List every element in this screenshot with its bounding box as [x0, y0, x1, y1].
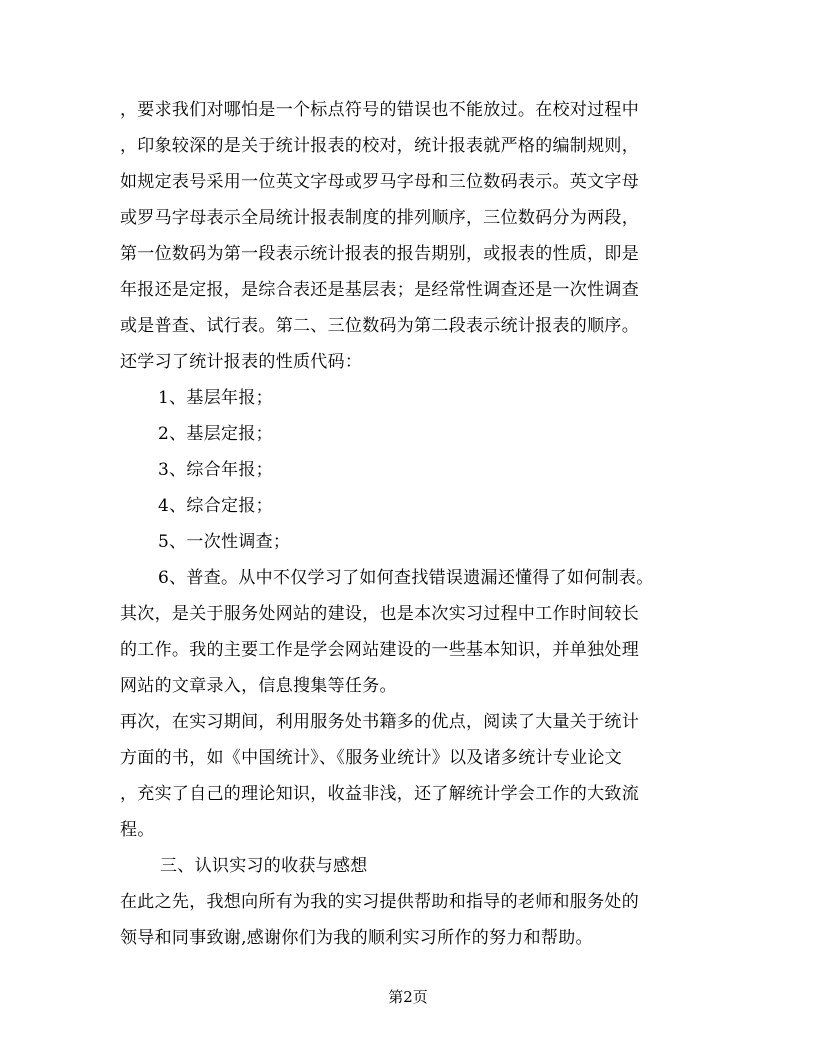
paragraph-line: 或罗马字母表示全局统计报表制度的排列顺序，三位数码分为两段， — [120, 208, 639, 228]
list-item: 5、一次性调查； — [158, 532, 291, 552]
paragraph-line: 的工作。我的主要工作是学会网站建设的一些基本知识，并单独处理 — [120, 640, 639, 660]
paragraph-line: 年报还是定报，是综合表还是基层表；是经常性调查还是一次性调查 — [120, 280, 639, 300]
page-number: 第2页 — [388, 988, 428, 1006]
paragraph-line: ，要求我们对哪怕是一个标点符号的错误也不能放过。在校对过程中 — [120, 100, 639, 120]
list-item: 6、普查。从中不仅学习了如何查找错误遗漏还懂得了如何制表。 — [158, 568, 654, 588]
section-heading: 三、认识实习的收获与感想 — [160, 856, 368, 876]
paragraph-line: 还学习了统计报表的性质代码： — [120, 352, 363, 372]
list-item: 4、综合定报； — [158, 496, 273, 516]
paragraph-line: 在此之先，我想向所有为我的实习提供帮助和指导的老师和服务处的 — [120, 892, 639, 912]
paragraph-line: 网站的文章录入，信息搜集等任务。 — [120, 676, 397, 696]
paragraph-line: 方面的书，如《中国统计》、《服务业统计》以及诸多统计专业论文 — [120, 748, 622, 768]
document-body — [120, 92, 696, 956]
paragraph-line: ，印象较深的是关于统计报表的校对，统计报表就严格的编制规则， — [120, 136, 639, 156]
paragraph-line: ，充实了自己的理论知识，收益非浅，还了解统计学会工作的大致流 — [120, 784, 639, 804]
paragraph-line: 其次，是关于服务处网站的建设，也是本次实习过程中工作时间较长 — [120, 604, 639, 624]
list-item: 2、基层定报； — [158, 424, 273, 444]
paragraph-line: 第一位数码为第一段表示统计报表的报告期别，或报表的性质，即是 — [120, 244, 639, 264]
list-item: 1、基层年报； — [158, 388, 273, 408]
paragraph-line: 领导和同事致谢,感谢你们为我的顺利实习所作的努力和帮助。 — [120, 928, 593, 948]
paragraph-line: 或是普查、试行表。第二、三位数码为第二段表示统计报表的顺序。 — [120, 316, 639, 336]
paragraph-line: 再次，在实习期间，利用服务处书籍多的优点，阅读了大量关于统计 — [120, 712, 639, 732]
paragraph-line: 如规定表号采用一位英文字母或罗马字母和三位数码表示。英文字母 — [120, 172, 639, 192]
list-item: 3、综合年报； — [158, 460, 273, 480]
paragraph-line: 程。 — [120, 820, 155, 840]
